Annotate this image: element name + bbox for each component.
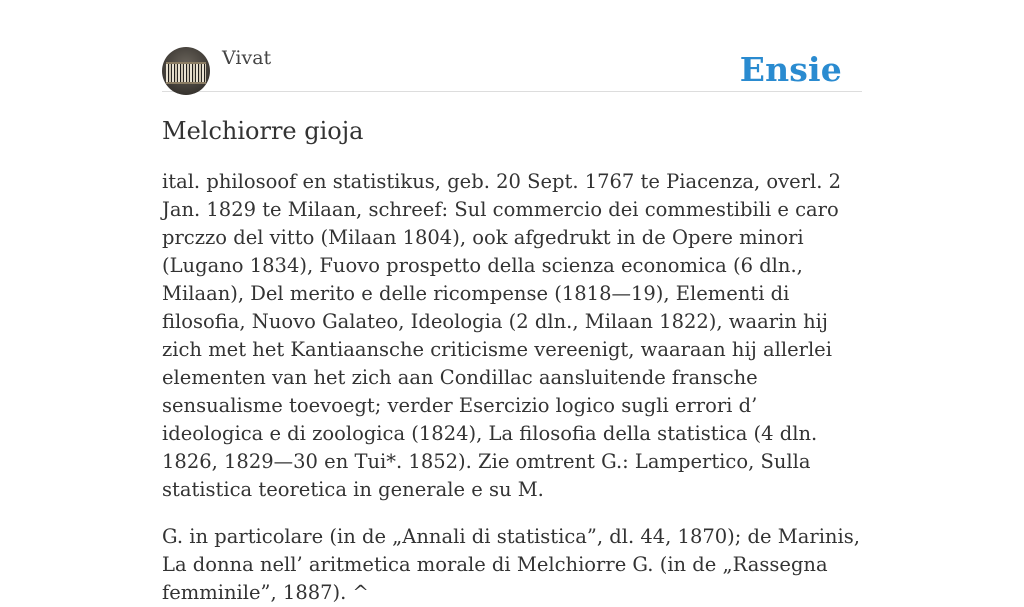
page-title: Melchiorre gioja [162,117,364,145]
source-name[interactable]: Vivat [222,47,272,69]
article-paragraph-1: ital. philosoof en statistikus, geb. 20 Sept. 1767 te Piacenza, overl. 2 Jan. 1829 te Milaan, schreef: Sul commercio dei commestibili e caro prczzo del vitto (Milaan 1804), ook afgedrukt in de Opere minori (Lugano 1834), Fuovo prospetto della scienza economica (6 dln., Milaan), Del merito e delle ricompense (1818—19), Elementi di filosofia, Nuovo Galateo, Ideologia (2 dln., Milaan 1822), waarin hij zich met het Kantiaansche criticisme vereenigt, waaraan hij allerlei elementen van het zich aan Condillac aansluitende fransche sensualisme toevoegt; verder Esercizio logico sugli errori d’ ideologica e di zoologica (1824), La filosofia della statistica (4 dln. 1826, 1829—30 en Tui*. 1852). Zie omtrent G.: Lampertico, Sulla statistica teoretica in generale e su M. [162,170,842,501]
article-paragraph-2: G. in particolare (in de „Annali di statistica”, dl. 44, 1870); de Marinis, La donna nell’ aritmetica morale di Melchiorre G. (in de „Rassegna femminile”, 1887). ^ [162,525,860,604]
ensie-logo[interactable]: Ensie [739,50,842,89]
source-avatar[interactable] [162,47,210,95]
article-page [162,0,862,607]
bookshelf-avatar-icon [166,62,206,84]
article-header [162,0,862,92]
